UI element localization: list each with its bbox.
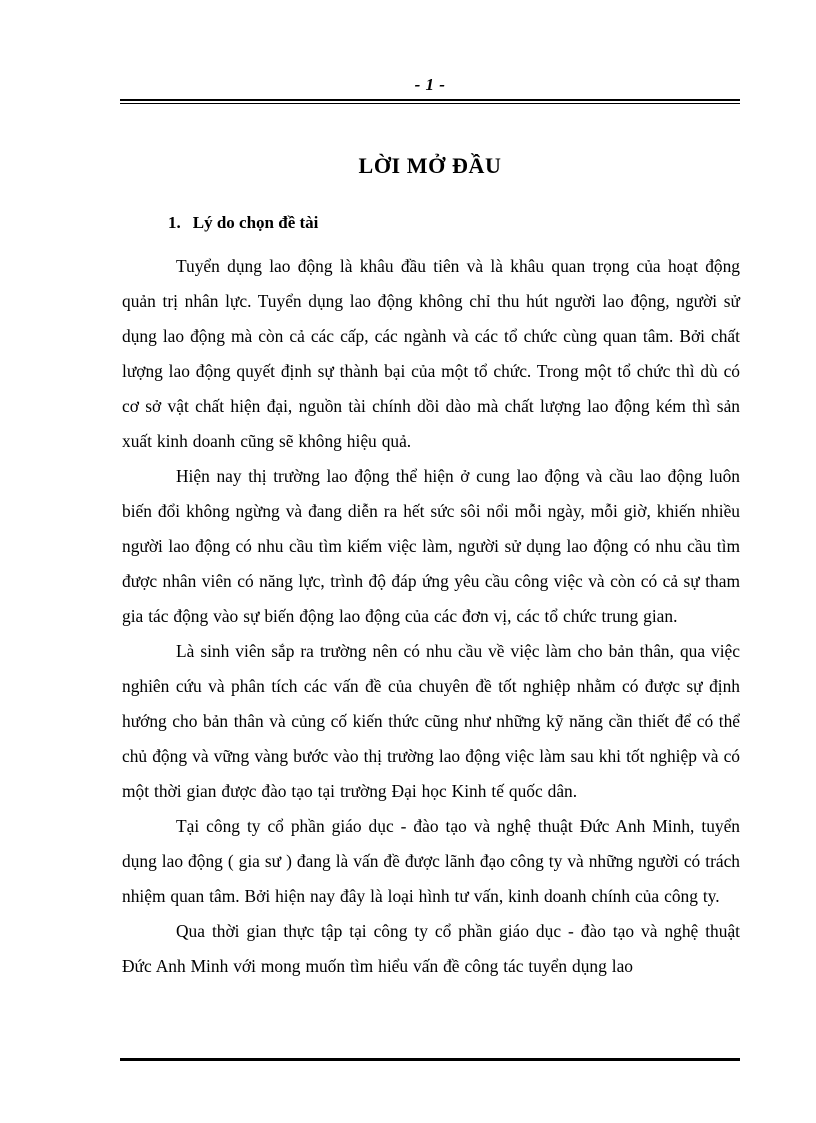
- section-number: 1.: [168, 213, 181, 232]
- body-paragraph: Là sinh viên sắp ra trường nên có nhu cầu về việc làm cho bản thân, qua việc nghiên cứu và phân tích các vấn đề của chuyên đề tốt nghiệp nhằm có được sự định hướng cho bản thân và củng cố kiến thức cũng như những kỹ năng cần thiết để có thể chủ động và vững vàng bước vào thị trường lao động việc làm sau khi tốt nghiệp và có một thời gian được đào tạo tại trường Đại học Kinh tế quốc dân.: [122, 641, 740, 801]
- document-body: [122, 211, 740, 984]
- body-paragraph: Hiện nay thị trường lao động thể hiện ở cung lao động và cầu lao động luôn biến đổi không ngừng và đang diễn ra hết sức sôi nổi mỗi ngày, mỗi giờ, khiến nhiều người lao động có nhu cầu tìm kiếm việc làm, người sử dụng lao động có nhu cầu tìm được nhân viên có năng lực, trình độ đáp ứng yêu cầu công việc và còn có cả sự tham gia tác động vào sự biến động lao động của các đơn vị, các tổ chức trung gian.: [122, 466, 740, 626]
- body-paragraph: Qua thời gian thực tập tại công ty cổ phần giáo dục - đào tạo và nghệ thuật Đức Anh Minh với mong muốn tìm hiểu vấn đề công tác tuyển dụng lao: [122, 921, 740, 976]
- body-paragraph: Tại công ty cổ phần giáo dục - đào tạo và nghệ thuật Đức Anh Minh, tuyển dụng lao động ( gia sư ) đang là vấn đề được lãnh đạo công ty và những người có trách nhiệm quan tâm. Bởi hiện nay đây là loại hình tư vấn, kinh doanh chính của công ty.: [122, 816, 740, 906]
- page-title: LỜI MỞ ĐẦU: [358, 153, 502, 178]
- header-divider: [120, 99, 740, 104]
- section-heading-label: Lý do chọn đề tài: [192, 213, 319, 232]
- section-heading: [122, 211, 740, 235]
- footer-divider: [120, 1058, 740, 1061]
- page-header: [120, 74, 740, 104]
- page-number: - 1 -: [414, 75, 446, 94]
- body-paragraph: Tuyển dụng lao động là khâu đầu tiên và là khâu quan trọng của hoạt động quản trị nhân lực. Tuyển dụng lao động không chỉ thu hút người lao động, người sử dụng lao động mà còn cả các cấp, các ngành và các tổ chức cùng quan tâm. Bởi chất lượng lao động quyết định sự thành bại của một tổ chức. Trong một tổ chức thì dù có cơ sở vật chất hiện đại, nguồn tài chính dồi dào mà chất lượng lao động kém thì sản xuất kinh doanh cũng sẽ không hiệu quả.: [122, 256, 740, 451]
